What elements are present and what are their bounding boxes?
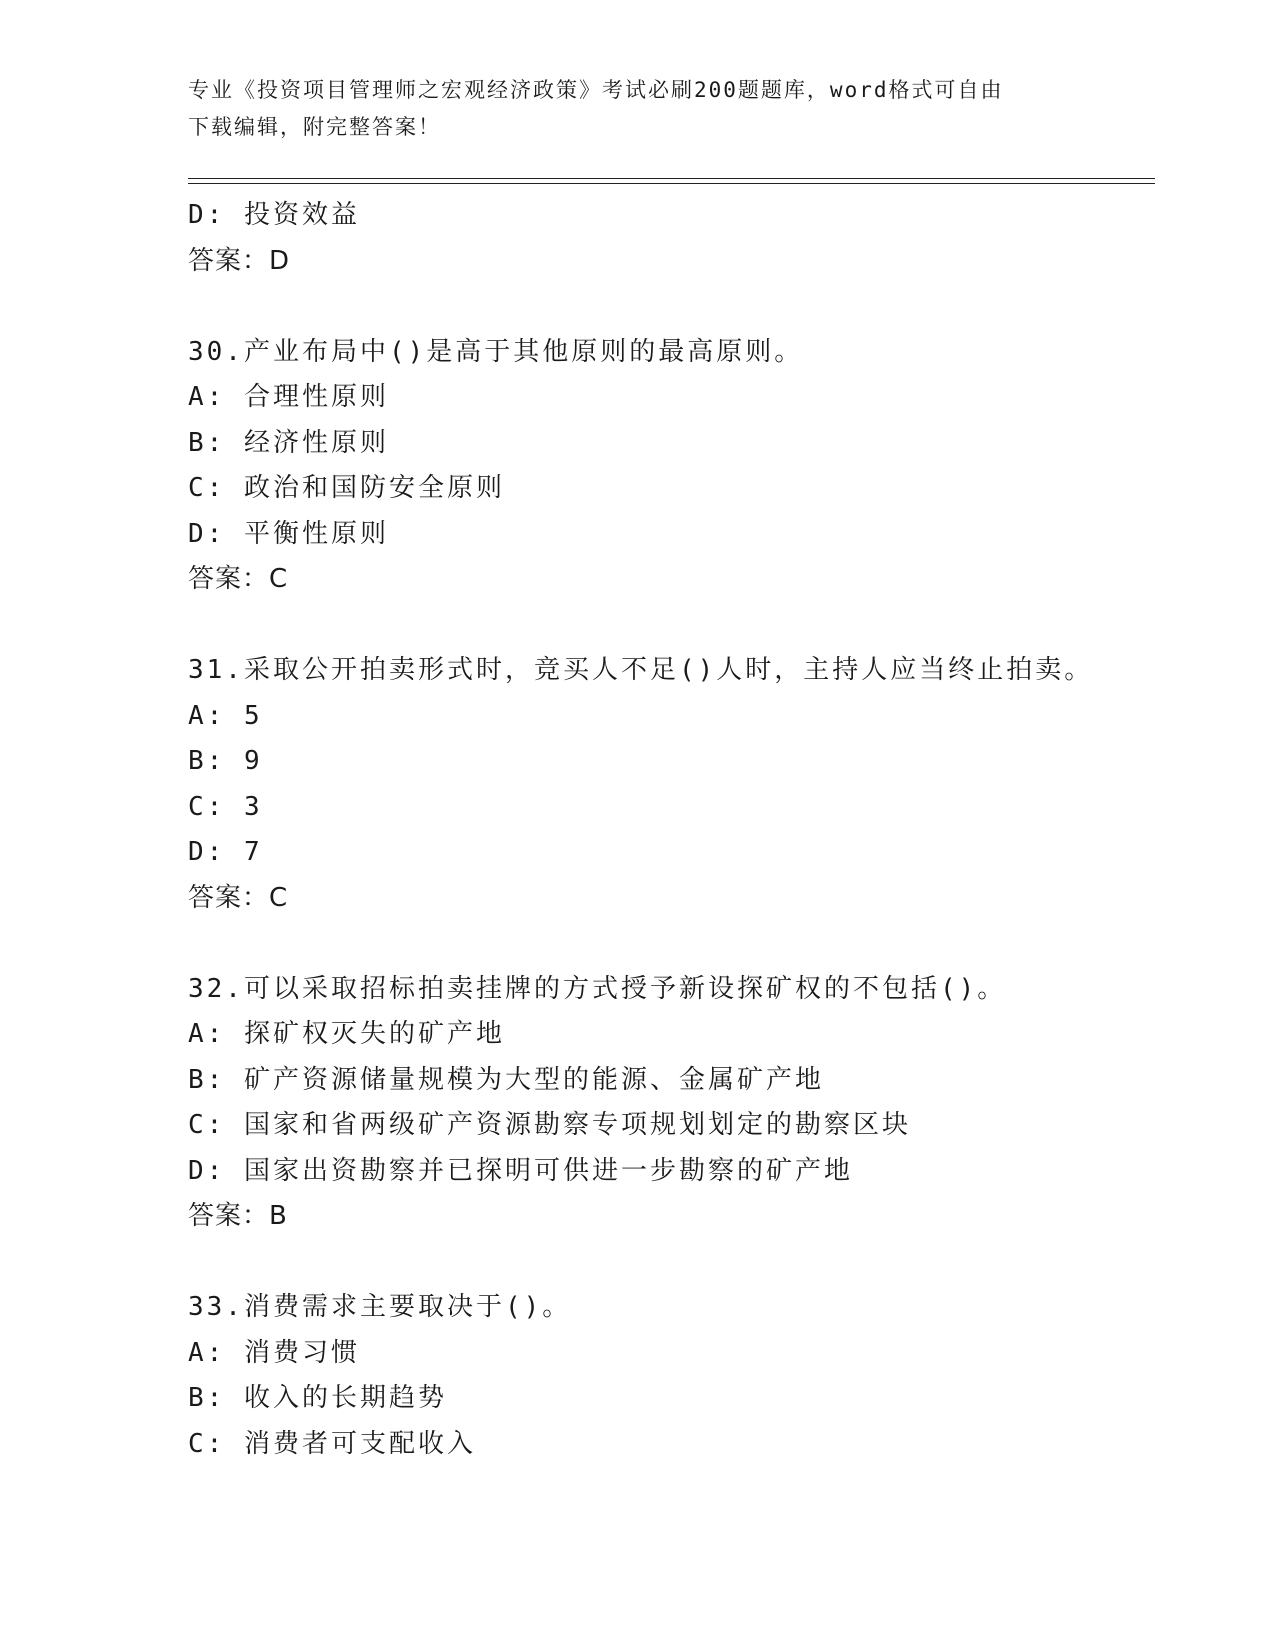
document-header xyxy=(188,72,1088,146)
header-rule-bottom xyxy=(188,183,1155,184)
option-b: B: 9 xyxy=(188,746,263,776)
question-block-30 xyxy=(188,330,1155,603)
question-text: 32.可以采取招标拍卖挂牌的方式授予新设探矿权的不包括()。 xyxy=(188,973,1007,1004)
spacer xyxy=(188,1240,1155,1286)
answer: 答案：B xyxy=(188,1201,288,1231)
option-d: D: 7 xyxy=(188,837,263,867)
spacer xyxy=(188,921,1155,967)
spacer xyxy=(188,603,1155,649)
spacer xyxy=(188,284,1155,330)
answer: 答案：C xyxy=(188,564,289,594)
question-text: 30.产业布局中()是高于其他原则的最高原则。 xyxy=(188,336,804,367)
question-text: 31.采取公开拍卖形式时，竞买人不足()人时，主持人应当终止拍卖。 xyxy=(188,655,1094,685)
option-b: B: 矿产资源储量规模为大型的能源、金属矿产地 xyxy=(188,1064,824,1095)
option-a: A: 消费习惯 xyxy=(188,1337,360,1368)
answer: 答案：C xyxy=(188,882,289,913)
option-a: A: 探矿权灭失的矿产地 xyxy=(188,1019,505,1049)
header-line-2: 下载编辑，附完整答案！ xyxy=(188,115,441,139)
previous-question-option-d: D: 投资效益 xyxy=(188,200,360,230)
question-block-32 xyxy=(188,967,1155,1240)
option-b: B: 收入的长期趋势 xyxy=(188,1383,447,1413)
question-block-33 xyxy=(188,1285,1155,1467)
document-body xyxy=(188,193,1155,1467)
question-text: 33.消费需求主要取决于()。 xyxy=(188,1292,572,1322)
option-a: A: 5 xyxy=(188,700,263,731)
option-c: C: 政治和国防安全原则 xyxy=(188,473,505,503)
question-block-31 xyxy=(188,648,1155,921)
header-line-1: 专业《投资项目管理师之宏观经济政策》考试必刷200题题库，word格式可自由 xyxy=(188,78,1004,102)
option-c: C: 国家和省两级矿产资源勘察专项规划划定的勘察区块 xyxy=(188,1110,911,1140)
option-d: D: 平衡性原则 xyxy=(188,518,389,549)
option-c: C: 消费者可支配收入 xyxy=(188,1428,476,1459)
option-d: D: 国家出资勘察并已探明可供进一步勘察的矿产地 xyxy=(188,1155,853,1186)
option-a: A: 合理性原则 xyxy=(188,382,389,412)
previous-question-answer: 答案：D xyxy=(188,245,291,276)
header-rule-top xyxy=(188,178,1155,179)
option-c: C: 3 xyxy=(188,791,263,822)
option-b: B: 经济性原则 xyxy=(188,427,389,458)
